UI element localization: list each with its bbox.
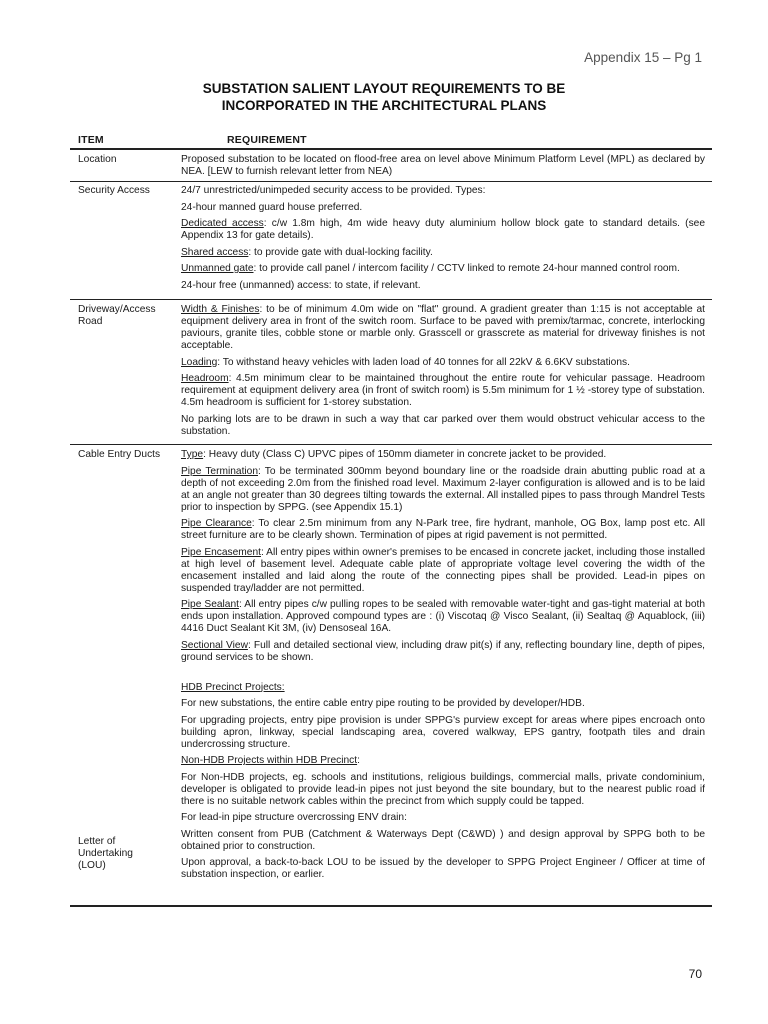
term-label: Shared access bbox=[181, 246, 249, 258]
term-text: : To withstand heavy vehicles with laden load of 40 tonnes for all 22kV & 6.6KV substations. bbox=[217, 356, 630, 368]
item-letter-of-undertaking: Letter of Undertaking (LOU) bbox=[78, 836, 133, 871]
requirement-text bbox=[181, 373, 705, 409]
requirement-text bbox=[181, 304, 705, 352]
term-text: : To be terminated 300mm beyond boundary line or the roadside drain abutting public road at a depth of not exceeding 2.0m from the finished road level. Maximum 2-layer configuration is allowed and is to be laid at an angle not greater than 30 degrees tilting towards the external. All installed pipes to pass through Mandrel Tests prior to inspection by SPPG. (see Appendix 15.1) bbox=[181, 465, 705, 513]
requirement-text bbox=[181, 449, 705, 461]
requirement-text: No parking lots are to be drawn in such a way that car parked over them would obstruct vehicular access to the substation. bbox=[181, 413, 705, 437]
requirement-text: Proposed substation to be located on flood-free area on level above Minimum Platform Level (MPL) as declared by NEA. [LEW to furnish relevant letter from NEA) bbox=[181, 154, 705, 177]
item-driveway-access-road: Driveway/Access Road bbox=[78, 304, 156, 327]
requirement-text bbox=[181, 547, 705, 595]
term-text: : to provide gate with dual-locking facility. bbox=[248, 246, 433, 258]
requirement-text bbox=[181, 357, 705, 369]
requirement-text: For lead-in pipe structure overcrossing ENV drain: bbox=[181, 812, 407, 823]
item-security-access: Security Access bbox=[78, 185, 150, 196]
requirement-text: For Non-HDB projects, eg. schools and institutions, religious buildings, commercial malls, private condominium, developer is obligated to provide lead-in pipes not just beyond the site boundary, but to the nearest public road if there is no suitable network cables within the precinct from which supply could be tapped. bbox=[181, 771, 705, 807]
term-label: Dedicated access bbox=[181, 218, 264, 229]
row-divider bbox=[70, 299, 712, 300]
term-text: : All entry pipes c/w pulling ropes to be sealed with removable water-tight and gas-tight material at both ends upon installation. Approved compound types are : (i) Viscotaq @ Visco Sealant, (ii) Sealtaq @ Aquablock, (iii) 4416 Duct Sealant Kit 3M, (iv) Densoseal 16A. bbox=[181, 599, 705, 634]
requirement-text bbox=[181, 218, 705, 242]
term-label: Pipe Clearance bbox=[181, 518, 252, 529]
term-label: Type bbox=[181, 449, 204, 460]
subheading-non-hdb bbox=[181, 755, 705, 767]
requirement-driveway-access-road bbox=[181, 304, 705, 442]
term-label: Pipe Termination bbox=[181, 465, 258, 477]
subheading-text: Non-HDB Projects within HDB Precinct bbox=[181, 755, 358, 766]
term-text: : to provide call panel / intercom facility / CCTV linked to remote 24-hour manned control room. bbox=[253, 263, 680, 274]
page-number: 70 bbox=[688, 967, 702, 981]
requirement-text: For upgrading projects, entry pipe provision is under SPPG's purview except for areas where pipes encroach onto building apron, linkway, special landscaping area, covered walkway, EPS gantry, footpath tiles and drain undercrossing structure. bbox=[181, 714, 705, 750]
column-header-item: ITEM bbox=[78, 134, 104, 146]
term-text: : to be of minimum 4.0m wide on "flat" ground. A gradient greater than 1:15 is not acceptable at equipment delivery area in front of the switch room. Surface to be paved with premix/tarmac, concrete, interlocking paviours, granite tiles, cobble stone or marble only. Grasscell or grasscrete as material for driveway finishes is not acceptable. bbox=[181, 304, 706, 351]
term-label: Width & Finishes bbox=[181, 304, 260, 315]
term-label: Headroom bbox=[181, 373, 229, 384]
requirement-text bbox=[181, 640, 705, 664]
item-cable-entry-ducts: Cable Entry Ducts bbox=[78, 449, 161, 460]
requirement-security-access bbox=[181, 185, 705, 296]
term-label: Sectional View bbox=[181, 639, 248, 651]
requirement-text: 24-hour free (unmanned) access: to state, if relevant. bbox=[181, 279, 421, 291]
requirement-text: Written consent from PUB (Catchment & Waterways Dept (C&WD) ) and design approval by SPPG both to be obtained prior to construction. bbox=[181, 828, 705, 852]
term-text: : All entry pipes within owner's premises to be encased in concrete jacket, including those installed at high level of basement level. Adequate cable plate of appropriate voltage level covering the width of the encasement installed and laid along the route of the connecting pipes shall be provided. Lead-in pipes on suspended tray/ladder are not permitted. bbox=[181, 546, 705, 594]
term-label: Unmanned gate bbox=[181, 263, 254, 274]
term-text: : Heavy duty (Class C) UPVC pipes of 150mm diameter in concrete jacket to be provided. bbox=[203, 449, 607, 460]
term-label: Pipe Encasement bbox=[181, 546, 261, 558]
header-rule bbox=[70, 148, 712, 150]
requirement-text: 24-hour manned guard house preferred. bbox=[181, 201, 363, 213]
term-text: : 4.5m minimum clear to be maintained throughout the entire route for vehicular passage. Headroom requirement at equipment delivery area (in front of switch room) is 5.5m minimum for 1 ½ -storey type of substation. 4.5m headroom is sufficient for 1-storey substation. bbox=[181, 373, 705, 408]
appendix-page-label: Appendix 15 – Pg 1 bbox=[584, 50, 702, 65]
title-line-2: INCORPORATED IN THE ARCHITECTURAL PLANS bbox=[221, 98, 547, 113]
subheading-colon: : bbox=[357, 755, 360, 766]
requirement-text: 24/7 unrestricted/unimpeded security access to be provided. Types: bbox=[181, 185, 486, 196]
requirement-text bbox=[181, 263, 705, 275]
term-text: : Full and detailed sectional view, including draw pit(s) if any, reflecting boundary line, depth of pipes, ground services to be shown. bbox=[181, 639, 705, 663]
requirement-text bbox=[181, 466, 705, 514]
subheading-hdb-precinct: HDB Precinct Projects: bbox=[181, 681, 285, 693]
title-line-1: SUBSTATION SALIENT LAYOUT REQUIREMENTS TO BE bbox=[202, 81, 566, 96]
requirement-text bbox=[181, 518, 705, 542]
requirement-location bbox=[181, 154, 705, 183]
term-label: Pipe Sealant bbox=[181, 599, 239, 610]
requirement-text: Upon approval, a back-to-back LOU to be issued by the developer to SPPG Project Engineer / Officer at time of substation inspection, or earlier. bbox=[181, 857, 705, 880]
row-divider bbox=[70, 181, 712, 182]
row-divider bbox=[70, 444, 712, 445]
term-text: : To clear 2.5m minimum from any N-Park tree, fire hydrant, manhole, OG Box, lamp post etc. All street furniture are to be clearly shown. Termination of pipes at rigid pavement is not permitted. bbox=[181, 518, 706, 541]
item-location: Location bbox=[78, 154, 117, 165]
column-header-requirement: REQUIREMENT bbox=[227, 134, 307, 146]
requirement-cable-entry-ducts bbox=[181, 449, 705, 886]
term-label: Loading bbox=[181, 356, 218, 368]
requirement-text bbox=[181, 599, 705, 635]
table-bottom-rule bbox=[70, 905, 712, 907]
document-title bbox=[70, 80, 698, 114]
requirement-text: For new substations, the entire cable entry pipe routing to be provided by developer/HDB. bbox=[181, 698, 585, 709]
requirement-text bbox=[181, 247, 705, 259]
term-text: : c/w 1.8m high, 4m wide heavy duty aluminium hollow block gate to standard details. (see Appendix 13 for gate details). bbox=[181, 218, 705, 241]
